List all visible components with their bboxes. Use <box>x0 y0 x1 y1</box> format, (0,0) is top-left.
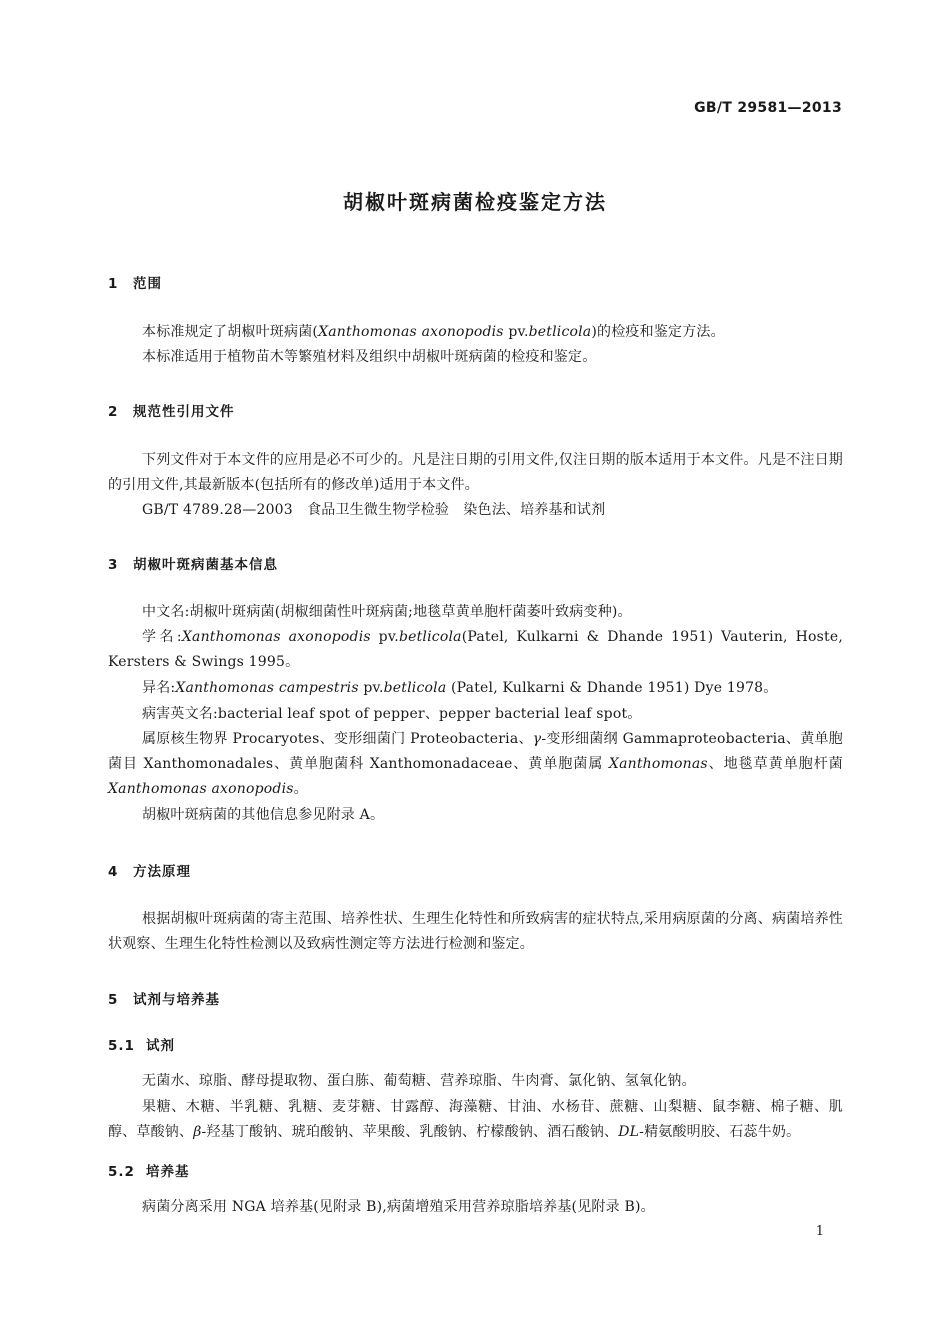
reagents-paragraph-1: 无菌水、琼脂、酵母提取物、蛋白胨、葡萄糖、营养琼脂、牛肉膏、氯化钠、氢氧化钠。 <box>142 1073 696 1089</box>
section-number: 5.1 <box>108 1038 135 1054</box>
section-number: 3 <box>108 557 119 573</box>
synonym-paragraph: 异名:Xanthomonas campestris pv.betlicola (Patel, Kulkarni & Dhande 1951) Dye 1978。 <box>142 680 778 696</box>
section-4-paragraph-1: 根据胡椒叶斑病菌的寄主范围、培养性状、生理生化特性和所致病害的症状特点,采用病原菌的分离、病菌培养性状观察、生理生化特性检测以及致病性测定等方法进行检测和鉴定。 <box>108 911 843 952</box>
scientific-name-paragraph: 学名:Xanthomonas axonopodis pv.betlicola(Patel, Kulkarni & Dhande 1951) Vauterin, Hoste, Kersters & Swings 1995。 <box>108 629 843 670</box>
taxonomy-paragraph: 属原核生物界 Procaryotes、变形细菌门 Proteobacteria、γ-变形细菌纲 Gammaproteobacteria、黄单胞菌目 Xanthomonadales、黄单胞菌科 Xanthomonadaceae、黄单胞菌属 Xanthomonas、地毯草黄单胞杆菌 Xanthomonas axonopodis。 <box>108 731 844 797</box>
page-number: 1 <box>815 1224 824 1239</box>
section-number: 4 <box>108 864 119 880</box>
chinese-name-paragraph: 中文名:胡椒叶斑病菌(胡椒细菌性叶斑病菌;地毯草黄单胞杆菌萎叶致病变种)。 <box>142 604 632 620</box>
section-title: 范围 <box>133 276 162 292</box>
section-title: 规范性引用文件 <box>133 404 235 420</box>
standard-number: GB/T 29581—2013 <box>694 100 842 116</box>
section-title: 试剂 <box>146 1038 175 1054</box>
section-number: 5 <box>108 992 119 1008</box>
section-4-heading <box>108 860 191 880</box>
section-1-paragraph-1: 本标准规定了胡椒叶斑病菌(Xanthomonas axonopodis pv.betlicola)的检疫和鉴定方法。 <box>142 324 725 340</box>
section-5-1-heading <box>108 1034 175 1054</box>
normative-reference-item: GB/T 4789.28—2003 食品卫生微生物学检验 染色法、培养基和试剂 <box>142 502 606 518</box>
english-name-paragraph: 病害英文名:bacterial leaf spot of pepper、pepper bacterial leaf spot。 <box>142 706 642 722</box>
section-3-heading <box>108 553 278 573</box>
section-title: 方法原理 <box>133 864 191 880</box>
section-title: 胡椒叶斑病菌基本信息 <box>133 557 278 573</box>
section-2-heading <box>108 400 235 420</box>
section-number: 2 <box>108 404 119 420</box>
section-number: 5.2 <box>108 1164 135 1180</box>
section-number: 1 <box>108 276 119 292</box>
section-5-heading <box>108 988 220 1008</box>
section-1-paragraph-2: 本标准适用于植物苗木等繁殖材料及组织中胡椒叶斑病菌的检疫和鉴定。 <box>142 349 597 365</box>
section-2-paragraph-1: 下列文件对于本文件的应用是必不可少的。凡是注日期的引用文件,仅注日期的版本适用于本文件。凡是不注日期的引用文件,其最新版本(包括所有的修改单)适用于本文件。 <box>108 452 843 493</box>
culture-medium-paragraph: 病菌分离采用 NGA 培养基(见附录 B),病菌增殖采用营养琼脂培养基(见附录 B)。 <box>142 1199 655 1215</box>
section-title: 试剂与培养基 <box>133 992 220 1008</box>
reagents-paragraph-2: 果糖、木糖、半乳糖、乳糖、麦芽糖、甘露醇、海藻糖、甘油、水杨苷、蔗糖、山梨糖、鼠李糖、棉子糖、肌醇、草酸钠、β-羟基丁酸钠、琥珀酸钠、苹果酸、乳酸钠、柠檬酸钠、酒石酸钠、DL-精氨酸明胶、石蕊牛奶。 <box>108 1099 843 1140</box>
section-1-heading <box>108 272 162 292</box>
section-5-2-heading <box>108 1160 190 1180</box>
other-info-paragraph: 胡椒叶斑病菌的其他信息参见附录 A。 <box>142 807 385 823</box>
document-title: 胡椒叶斑病菌检疫鉴定方法 <box>343 190 607 214</box>
section-title: 培养基 <box>146 1164 190 1180</box>
